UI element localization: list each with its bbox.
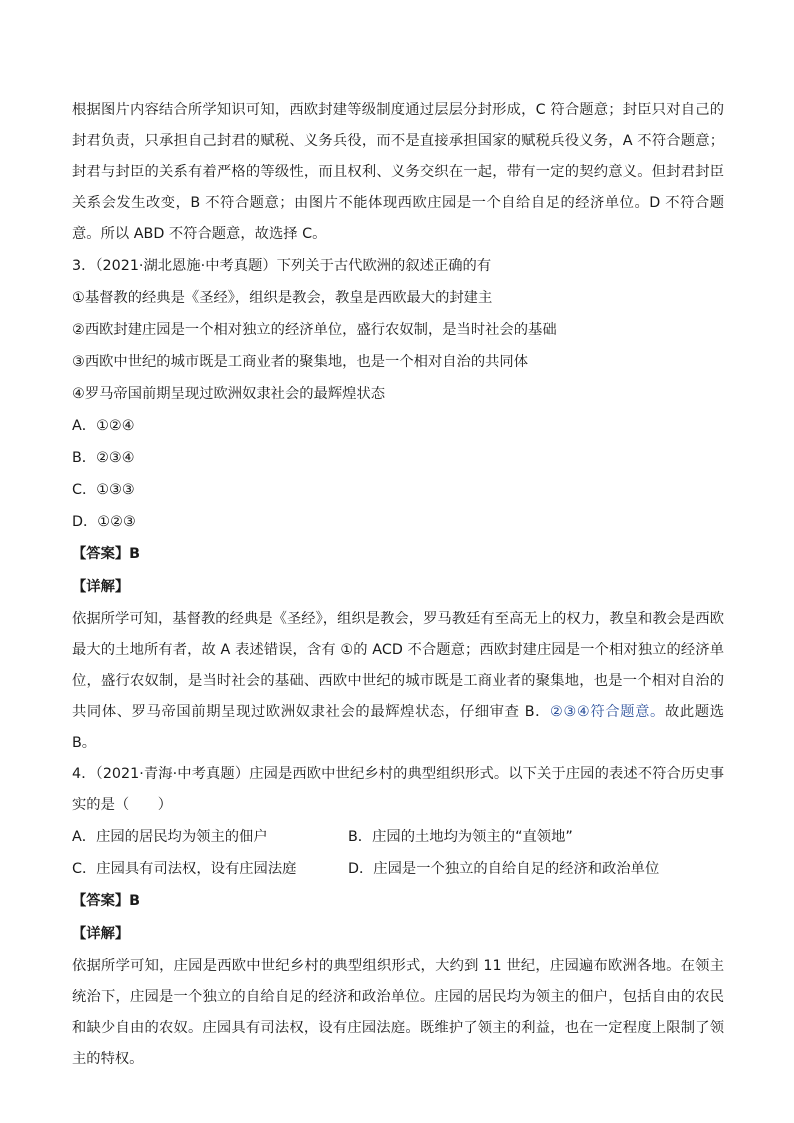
option-c: C．庄园具有司法权，设有庄园法庭 — [72, 861, 297, 877]
option-b: B．②③④ — [72, 450, 135, 466]
options-row — [72, 853, 724, 885]
detail-text: 依据所学可知，庄园是西欧中世纪乡村的典型组织形式，大约到 11 世纪，庄园遍布欧洲各地。在领主统治下，庄园是一个独立的自给自足的经济和政治单位。庄园的居民均为领主的佃户，包括自由的农民和缺少自由的农奴。庄园具有司法权，设有庄园法庭。既维护了领主的利益，也在一定程度上限制了领主的特权。 — [72, 958, 724, 1067]
document-page — [72, 95, 724, 1075]
statement-item: ①基督教的经典是《圣经》，组织是教会，教皇是西欧最大的封建主 — [72, 290, 493, 306]
option-d: D．①②③ — [72, 514, 136, 530]
option-a: A．庄园的居民均为领主的佃户 — [72, 829, 268, 845]
answer-label: 【答案】B — [72, 546, 141, 562]
option-b: B．庄园的土地均为领主的“直领地” — [348, 829, 573, 845]
detail-end: 故此题选 B。 — [72, 704, 725, 751]
detail-text — [72, 604, 724, 759]
previous-explanation: 根据图片内容结合所学知识可知，西欧封建等级制度通过层层分封形成，C 符合题意；封臣只对自己的封君负责，只承担自己封君的赋税、义务兵役，而不是直接承担国家的赋税兵役义务，A 不符合题意；封君与封臣的关系有着严格的等级性，而且权利、义务交织在一起，带有一定的契约意义。但封君封臣关系会发生改变，B 不符合题意；由图片不能体现西欧庄园是一个自给自足的经济单位。D 不符合题意。所以 ABD 不符合题意，故选择 C。 — [72, 102, 724, 242]
detail-main: 依据所学可知，基督教的经典是《圣经》，组织是教会，罗马教廷有至高无上的权力，教皇和教会是西欧最大的土地所有者，故 A 表述错误，含有 ①的 ACD 不合题意；西欧封建庄园是一个相对独立的经济单位，盛行农奴制，是当时社会的基础、西欧中世纪的城市既是工商业者的聚集地，也是一个相对自治的共同体、罗马帝国前期呈现过欧洲奴隶社会的最辉煌状态，仔细审查 B． — [72, 611, 724, 720]
options-row — [72, 821, 724, 853]
question-3 — [72, 250, 724, 759]
question-stem: 3．（2021·湖北恩施·中考真题）下列关于古代欧洲的叙述正确的有 — [72, 258, 492, 274]
statement-item: ②西欧封建庄园是一个相对独立的经济单位，盛行农奴制，是当时社会的基础 — [72, 322, 557, 338]
detail-highlight: ②③④符合题意。 — [550, 704, 665, 720]
answer-label: 【答案】B — [72, 893, 141, 909]
option-d: D．庄园是一个独立的自给自足的经济和政治单位 — [348, 861, 660, 877]
statement-item: ③西欧中世纪的城市既是工商业者的聚集地，也是一个相对自治的共同体 — [72, 354, 529, 370]
question-4 — [72, 759, 724, 1075]
option-a: A．①②④ — [72, 418, 135, 434]
option-c: C．①③③ — [72, 482, 135, 498]
question-stem: 4．（2021·青海·中考真题）庄园是西欧中世纪乡村的典型组织形式。以下关于庄园的表述不符合历史事实的是（ ） — [72, 766, 724, 813]
detail-label: 【详解】 — [72, 926, 130, 942]
detail-label: 【详解】 — [72, 579, 130, 595]
statement-item: ④罗马帝国前期呈现过欧洲奴隶社会的最辉煌状态 — [72, 386, 386, 402]
